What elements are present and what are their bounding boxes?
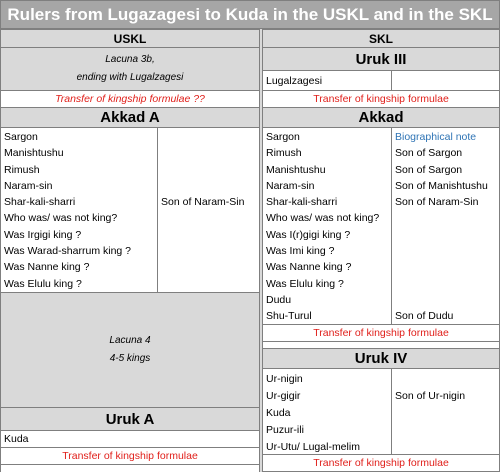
akkad-note: Son of Manishtushu — [395, 179, 488, 192]
list-item: Was Elulu king ? — [266, 277, 344, 290]
table-title: Rulers from Lugazagesi to Kuda in the USKL and in the SKL — [0, 0, 500, 29]
akkad-note — [395, 259, 499, 275]
list-item: Was Warad-sharrum king ? — [4, 245, 132, 258]
skl-uruk3-note-empty — [391, 70, 500, 91]
akkad-note — [395, 210, 499, 226]
lacuna-4-line1: Lacuna 4 — [109, 335, 151, 346]
akkad-note: Son of Sargon — [395, 163, 463, 176]
list-item: Manishtushu — [4, 147, 64, 160]
akkad-note — [395, 227, 499, 243]
skl-akkad-transfer — [262, 324, 500, 342]
list-item: Was Nanne king ? — [266, 261, 352, 274]
akkad-note: Son of Naram-Sin — [395, 196, 479, 209]
akkad-note — [395, 276, 499, 292]
skl-uruk3-king: Lugalzagesi — [262, 70, 392, 91]
uskl-empty-space — [0, 464, 260, 472]
list-item: Manishtushu — [266, 163, 326, 176]
list-item: Who was/ was not king? — [266, 212, 380, 225]
uskl-header: USKL — [0, 29, 260, 48]
transfer-note-text: Transfer of kingship formulae ?? — [55, 93, 205, 105]
list-item: Shu-Turul — [266, 310, 312, 323]
skl-akkad-kings — [262, 127, 392, 325]
uskl-lacuna-3b — [0, 47, 260, 91]
list-item: Dudu — [266, 293, 292, 306]
skl-header: SKL — [262, 29, 500, 48]
lacuna-4-line2: 4-5 kings — [109, 353, 151, 364]
uskl-akkad-kings — [0, 127, 158, 293]
skl-uruk4-header: Uruk IV — [262, 348, 500, 369]
akkad-note — [395, 292, 499, 308]
skl-uruk3-header: Uruk III — [262, 47, 500, 71]
list-item: Naram-sin — [4, 179, 53, 192]
list-item: Shar-kali-sharri — [4, 196, 76, 209]
akkad-note: Son of Naram-Sin — [161, 196, 245, 208]
list-item: Ur-gigir — [266, 390, 301, 402]
skl-column — [262, 29, 500, 472]
skl-uruk4-kings — [262, 368, 392, 455]
list-item: Sargon — [4, 131, 38, 143]
uskl-uruk-header: Uruk A — [0, 407, 260, 431]
uskl-uruk-transfer — [0, 447, 260, 465]
list-item: Puzur-ili — [266, 424, 304, 436]
skl-uruk4-transfer — [262, 454, 500, 472]
lacuna-3b-line1: Lacuna 3b, — [105, 54, 155, 65]
lacuna-3b-line2: ending with Lugalzagesi — [76, 72, 184, 83]
list-item: Ur-Utu/ Lugal-melim — [266, 441, 360, 453]
skl-akkad-notes — [391, 127, 500, 325]
akkad-note: Son of Dudu — [395, 310, 454, 323]
list-item: Rimush — [4, 163, 40, 176]
uskl-akkad-notes — [157, 127, 260, 293]
list-item: Was I(r)gigi king ? — [266, 228, 351, 241]
list-item: Was Nanne king ? — [4, 261, 90, 274]
list-item: Naram-sin — [266, 179, 315, 192]
uskl-transfer-note — [0, 90, 260, 108]
uskl-lacuna-4 — [0, 292, 260, 408]
skl-akkad-header: Akkad — [262, 107, 500, 128]
list-item: Was Irgigi king ? — [4, 228, 82, 241]
uruk3-transfer-text: Transfer of kingship formulae — [313, 93, 449, 105]
list-item: Was Elulu king ? — [4, 277, 82, 290]
list-item: Sargon — [266, 131, 300, 143]
skl-uruk3-transfer — [262, 90, 500, 108]
uruk4-transfer-text: Transfer of kingship formulae — [313, 457, 449, 469]
uskl-uruk-king: Kuda — [0, 430, 260, 448]
list-item: Rimush — [266, 147, 302, 160]
uruk-transfer-text: Transfer of kingship formulae — [62, 450, 198, 462]
skl-uruk4-notes — [391, 368, 500, 455]
list-item: Ur-nigin — [266, 373, 303, 385]
uskl-column — [0, 29, 260, 472]
list-item: Who was/ was not king? — [4, 212, 118, 225]
akkad-note: Son of Sargon — [395, 147, 463, 160]
uruk4-note: Son of Ur-nigin — [395, 390, 466, 402]
list-item: Kuda — [266, 407, 291, 419]
biographical-note: Biographical note — [395, 131, 477, 143]
akkad-note — [395, 243, 499, 259]
list-item: Shar-kali-sharri — [266, 196, 338, 209]
akkad-transfer-text: Transfer of kingship formulae — [313, 327, 449, 339]
list-item: Was Imi king ? — [266, 245, 335, 258]
uskl-akkad-header: Akkad A — [0, 107, 260, 128]
